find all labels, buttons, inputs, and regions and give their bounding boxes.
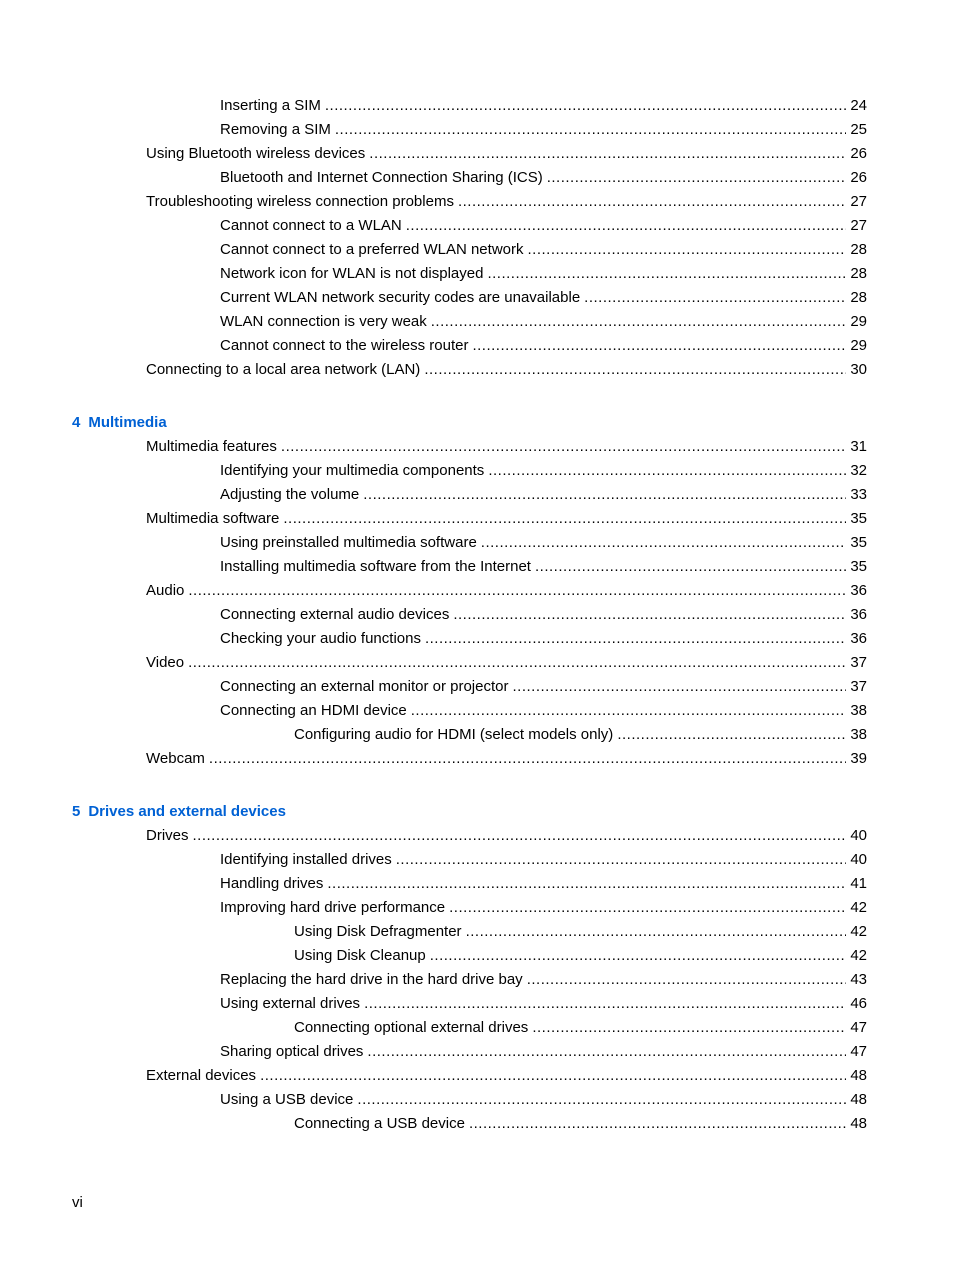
toc-entry-page: 38	[850, 702, 867, 719]
toc-entry[interactable]	[0, 166, 954, 190]
toc-entry[interactable]	[0, 190, 954, 214]
toc-entry-page: 40	[850, 827, 867, 844]
toc-entry-title: Adjusting the volume	[220, 486, 360, 503]
toc-entry-page: 42	[850, 947, 867, 964]
dot-leader	[469, 1112, 846, 1136]
dot-leader	[188, 579, 846, 603]
dot-leader	[466, 920, 847, 944]
toc-entry-page: 31	[850, 438, 867, 455]
toc-entry-page: 26	[850, 145, 867, 162]
toc-entry-title: Identifying installed drives	[220, 851, 392, 868]
toc-entry-page: 43	[850, 971, 867, 988]
toc-entry[interactable]	[0, 1088, 954, 1112]
toc-entry-page: 27	[850, 193, 867, 210]
dot-leader	[425, 627, 846, 651]
toc-entry[interactable]	[0, 723, 954, 747]
toc-entry[interactable]	[0, 968, 954, 992]
toc-entry[interactable]	[0, 483, 954, 507]
toc-entry[interactable]	[0, 675, 954, 699]
dot-leader	[209, 747, 846, 771]
toc-entry-title: Cannot connect to a WLAN	[220, 217, 402, 234]
toc-entry[interactable]	[0, 651, 954, 675]
toc-entry-page: 26	[850, 169, 867, 186]
toc-entry-page: 37	[850, 654, 867, 671]
toc-entry-page: 37	[850, 678, 867, 695]
toc-entry-page: 28	[850, 241, 867, 258]
chapter-number: 5	[72, 803, 81, 820]
toc-entry-title: Connecting an external monitor or projector	[220, 678, 509, 695]
toc-entry[interactable]	[0, 334, 954, 358]
toc-entry-title: Using Bluetooth wireless devices	[146, 145, 366, 162]
toc-entry-title: Using preinstalled multimedia software	[220, 534, 477, 551]
dot-leader	[369, 142, 846, 166]
toc-entry-page: 48	[850, 1091, 867, 1108]
toc-entry[interactable]	[0, 531, 954, 555]
toc-entry[interactable]	[0, 1040, 954, 1064]
toc-entry-title: Installing multimedia software from the Internet	[220, 558, 531, 575]
dot-leader	[431, 310, 847, 334]
toc-entry[interactable]	[0, 94, 954, 118]
toc-entry-title: Checking your audio functions	[220, 630, 421, 647]
toc-entry-title: Webcam	[146, 750, 205, 767]
toc-entry-page: 28	[850, 265, 867, 282]
toc-entry[interactable]	[0, 1016, 954, 1040]
toc-entry-page: 46	[850, 995, 867, 1012]
chapter-title: Multimedia	[88, 414, 167, 431]
table-of-contents	[0, 94, 954, 1136]
toc-entry-page: 48	[850, 1115, 867, 1132]
toc-entry-title: Replacing the hard drive in the hard drive bay	[220, 971, 523, 988]
toc-entry-page: 47	[850, 1043, 867, 1060]
toc-entry-title: Audio	[146, 582, 185, 599]
toc-entry-title: Sharing optical drives	[220, 1043, 364, 1060]
toc-entry-title: Video	[146, 654, 185, 671]
dot-leader	[547, 166, 847, 190]
dot-leader	[535, 555, 846, 579]
dot-leader	[617, 723, 846, 747]
toc-entry-title: Removing a SIM	[220, 121, 331, 138]
dot-leader	[363, 483, 846, 507]
toc-entry[interactable]	[0, 507, 954, 531]
dot-leader	[411, 699, 847, 723]
toc-entry[interactable]	[0, 992, 954, 1016]
toc-entry-page: 35	[850, 558, 867, 575]
toc-entry-title: Identifying your multimedia components	[220, 462, 485, 479]
toc-entry[interactable]	[0, 848, 954, 872]
toc-entry-title: Current WLAN network security codes are unavailable	[220, 289, 581, 306]
dot-leader	[528, 238, 847, 262]
dot-leader	[406, 214, 847, 238]
toc-entry[interactable]	[0, 555, 954, 579]
chapter-title: Drives and external devices	[88, 803, 286, 820]
toc-entry-page: 29	[850, 337, 867, 354]
toc-entry-page: 48	[850, 1067, 867, 1084]
toc-entry-page: 32	[850, 462, 867, 479]
toc-entry-page: 35	[850, 510, 867, 527]
toc-entry[interactable]	[0, 238, 954, 262]
toc-entry-title: Connecting a USB device	[294, 1115, 465, 1132]
toc-entry-title: WLAN connection is very weak	[220, 313, 427, 330]
toc-entry-title: Connecting external audio devices	[220, 606, 450, 623]
toc-entry-title: Connecting an HDMI device	[220, 702, 407, 719]
page-number: vi	[72, 1194, 83, 1211]
toc-entry[interactable]	[0, 944, 954, 968]
dot-leader	[584, 286, 846, 310]
toc-entry[interactable]	[0, 358, 954, 382]
toc-entry[interactable]	[0, 920, 954, 944]
dot-leader	[430, 944, 847, 968]
toc-entry-page: 47	[850, 1019, 867, 1036]
toc-entry-page: 24	[850, 97, 867, 114]
toc-entry-title: Troubleshooting wireless connection problems	[146, 193, 454, 210]
dot-leader	[364, 992, 846, 1016]
toc-entry[interactable]	[0, 699, 954, 723]
dot-leader	[513, 675, 847, 699]
dot-leader	[488, 459, 846, 483]
toc-entry[interactable]	[0, 435, 954, 459]
dot-leader	[396, 848, 847, 872]
toc-entry-page: 36	[850, 630, 867, 647]
dot-leader	[481, 531, 847, 555]
toc-entry-title: Using Disk Cleanup	[294, 947, 426, 964]
toc-entry-title: Multimedia features	[146, 438, 277, 455]
toc-entry-page: 28	[850, 289, 867, 306]
toc-entry[interactable]	[0, 896, 954, 920]
toc-entry-title: External devices	[146, 1067, 257, 1084]
toc-entry-title: Using external drives	[220, 995, 361, 1012]
dot-leader	[449, 896, 846, 920]
chapter-heading[interactable]	[0, 411, 954, 435]
toc-entry-title: Connecting optional external drives	[294, 1019, 529, 1036]
toc-entry[interactable]	[0, 579, 954, 603]
toc-entry-page: 38	[850, 726, 867, 743]
dot-leader	[325, 94, 846, 118]
toc-entry-page: 27	[850, 217, 867, 234]
toc-entry-page: 30	[850, 361, 867, 378]
toc-entry[interactable]	[0, 262, 954, 286]
toc-entry-page: 29	[850, 313, 867, 330]
chapter-heading[interactable]	[0, 800, 954, 824]
toc-entry-title: Drives	[146, 827, 189, 844]
toc-entry-title: Improving hard drive performance	[220, 899, 446, 916]
dot-leader	[532, 1016, 846, 1040]
dot-leader	[335, 118, 846, 142]
toc-entry-title: Cannot connect to the wireless router	[220, 337, 469, 354]
toc-entry-title: Handling drives	[220, 875, 324, 892]
toc-entry-page: 33	[850, 486, 867, 503]
toc-entry-page: 42	[850, 923, 867, 940]
toc-entry[interactable]	[0, 286, 954, 310]
dot-leader	[188, 651, 846, 675]
toc-entry[interactable]	[0, 459, 954, 483]
toc-entry-page: 36	[850, 582, 867, 599]
toc-entry[interactable]	[0, 747, 954, 771]
toc-entry[interactable]	[0, 310, 954, 334]
toc-entry-title: Cannot connect to a preferred WLAN network	[220, 241, 524, 258]
dot-leader	[527, 968, 847, 992]
toc-entry-page: 35	[850, 534, 867, 551]
toc-entry-page: 42	[850, 899, 867, 916]
toc-entry[interactable]	[0, 142, 954, 166]
dot-leader	[283, 507, 846, 531]
chapter-number: 4	[72, 414, 81, 431]
toc-entry-title: Bluetooth and Internet Connection Sharing (ICS)	[220, 169, 543, 186]
toc-entry-title: Configuring audio for HDMI (select models only)	[294, 726, 614, 743]
toc-entry-title: Connecting to a local area network (LAN)	[146, 361, 421, 378]
toc-entry[interactable]	[0, 1112, 954, 1136]
toc-entry[interactable]	[0, 824, 954, 848]
dot-leader	[281, 435, 846, 459]
dot-leader	[193, 824, 847, 848]
toc-entry-page: 39	[850, 750, 867, 767]
toc-entry-title: Using Disk Defragmenter	[294, 923, 462, 940]
toc-entry[interactable]	[0, 1064, 954, 1088]
dot-leader	[487, 262, 846, 286]
dot-leader	[424, 358, 846, 382]
toc-entry-title: Multimedia software	[146, 510, 280, 527]
dot-leader	[458, 190, 846, 214]
toc-entry-page: 40	[850, 851, 867, 868]
toc-entry[interactable]	[0, 603, 954, 627]
toc-entry[interactable]	[0, 214, 954, 238]
toc-entry-title: Network icon for WLAN is not displayed	[220, 265, 484, 282]
toc-entry[interactable]	[0, 872, 954, 896]
toc-entry-title: Using a USB device	[220, 1091, 354, 1108]
toc-entry-page: 25	[850, 121, 867, 138]
toc-entry[interactable]	[0, 627, 954, 651]
dot-leader	[472, 334, 846, 358]
dot-leader	[327, 872, 846, 896]
toc-entry-page: 41	[850, 875, 867, 892]
dot-leader	[260, 1064, 846, 1088]
dot-leader	[453, 603, 846, 627]
dot-leader	[357, 1088, 846, 1112]
dot-leader	[367, 1040, 846, 1064]
toc-entry[interactable]	[0, 118, 954, 142]
toc-entry-page: 36	[850, 606, 867, 623]
toc-entry-title: Inserting a SIM	[220, 97, 321, 114]
